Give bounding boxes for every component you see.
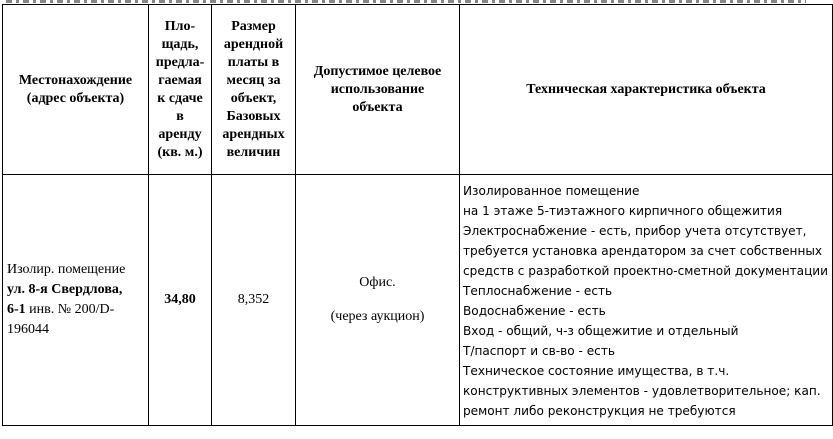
header-area-line: щадь, (161, 36, 199, 52)
header-location-line: Местонахождение (18, 72, 133, 88)
header-area-line: Пло- (164, 18, 196, 34)
header-use-line: Допустимое целевое (313, 63, 442, 79)
header-rent (212, 5, 296, 175)
header-rent-line: арендной (223, 36, 284, 52)
location-line: Изолир. помещение (7, 262, 126, 277)
cell-rent: 8,352 (212, 175, 296, 426)
cell-technical-characteristics (460, 175, 833, 426)
header-rent-line: Базовых (226, 108, 281, 124)
header-rent-line: месяц за (226, 72, 281, 88)
location-street: ул. 8-я Свердлова, (7, 282, 123, 297)
header-area-line: гаемая (158, 72, 202, 88)
header-rent-line: объект, (230, 90, 277, 106)
header-area-line: в (176, 108, 184, 124)
tech-line: Водоснабжение - есть (463, 304, 606, 318)
location-inventory-number: 196044 (7, 322, 49, 337)
tech-line: требуется установка арендатором за счет собственных (463, 244, 823, 258)
header-area-line: (кв. м.) (157, 144, 203, 160)
cell-area: 34,80 (149, 175, 212, 426)
header-area-line: к сдаче (157, 90, 203, 106)
header-area (149, 5, 212, 175)
header-technical-characteristics: Техническая характеристика объекта (460, 5, 833, 175)
header-rent-line: величин (226, 144, 281, 160)
header-rent-line: арендных (222, 126, 285, 142)
header-use-line: объекта (352, 99, 403, 115)
header-rent-line: Размер (231, 18, 276, 34)
header-area-line: предла- (155, 54, 205, 70)
use-method: (через аукцион) (330, 309, 425, 324)
tech-line: Т/паспорт и св-во - есть (463, 344, 615, 358)
property-table (2, 4, 833, 426)
tech-line: Вход - общий, ч-з общежитие и отдельный (463, 324, 739, 338)
tech-line: конструктивных элементов - удовлетворительное; кап. (463, 384, 821, 398)
tech-line: на 1 этаже 5-тиэтажного кирпичного общежития (463, 204, 783, 218)
tech-line: Изолированное помещение (463, 184, 640, 198)
tech-line: Техническое состояние имущества, в т.ч. (463, 364, 730, 378)
header-use-line: использование (330, 81, 425, 97)
use-purpose: Офис. (359, 275, 396, 290)
tech-line: Электроснабжение - есть, прибор учета отсутствует, (463, 224, 807, 238)
tech-line: ремонт либо реконструкция не требуются (463, 404, 736, 418)
previous-page-text-fragment (0, 0, 833, 3)
location-building: 6-1 (7, 302, 26, 317)
cell-permitted-use (296, 175, 460, 426)
tech-line: средств с разработкой проектно-сметной документации (463, 264, 829, 278)
location-inventory: инв. № 200/D- (25, 302, 115, 317)
header-row (3, 5, 833, 175)
header-area-line: аренду (158, 126, 202, 142)
header-location-line: (адрес объекта) (26, 90, 125, 106)
header-permitted-use (296, 5, 460, 175)
header-location (3, 5, 149, 175)
cell-location (3, 175, 149, 426)
tech-line: Теплоснабжение - есть (463, 284, 613, 298)
header-rent-line: платы в (227, 54, 280, 70)
table-row (3, 175, 833, 426)
